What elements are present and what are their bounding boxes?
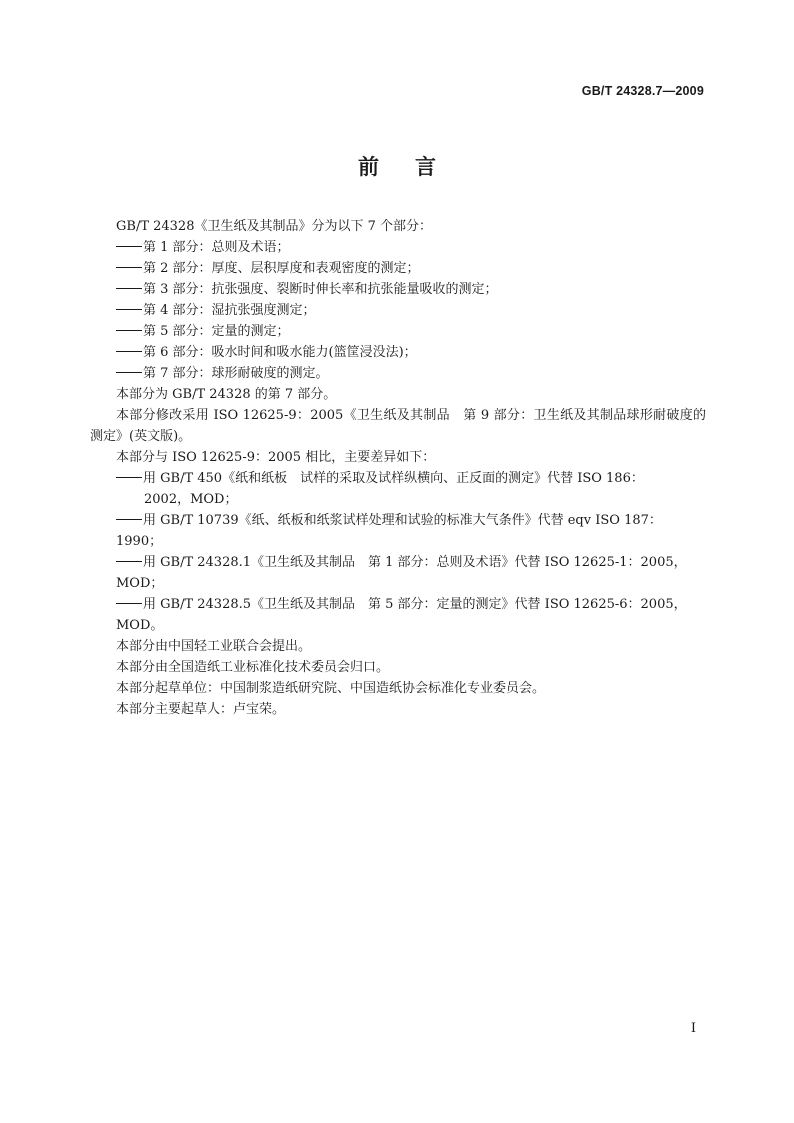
list-item: 第 6 部分：吸水时间和吸水能力(篮筐浸没法)；	[90, 342, 706, 363]
intro-paragraph: GB/T 24328《卫生纸及其制品》分为以下 7 个部分：	[116, 219, 433, 234]
proposed-by-paragraph: 本部分由中国轻工业联合会提出。	[116, 639, 312, 654]
page-title: 前言	[358, 155, 472, 179]
differences-intro: 本部分与 ISO 12625-9：2005 相比，主要差异如下：	[116, 450, 436, 465]
dash-mark	[116, 246, 142, 247]
adoption-paragraph: 本部分修改采用 ISO 12625-9：2005《卫生纸及其制品 第 9 部分：卫生纸及其制品球形耐破度的测定》(英文版)。	[90, 408, 706, 444]
dash-mark	[116, 561, 142, 562]
dash-mark	[116, 477, 142, 478]
dash-mark	[116, 288, 142, 289]
dash-mark	[116, 330, 142, 331]
drafters-paragraph: 本部分主要起草人：卢宝荣。	[116, 702, 286, 717]
list-item: 第 7 部分：球形耐破度的测定。	[90, 363, 706, 384]
list-item: 第 4 部分：湿抗张强度测定；	[90, 300, 706, 321]
dash-mark	[116, 309, 142, 310]
foreword-body	[90, 216, 706, 720]
standard-code: GB/T 24328.7—2009	[581, 84, 704, 98]
centralized-by-paragraph: 本部分由全国造纸工业标准化技术委员会归口。	[116, 660, 390, 675]
difference-item: 用 GB/T 24328.5《卫生纸及其制品 第 5 部分：定量的测定》代替 ISO 12625-6：2005，MOD。	[116, 597, 687, 633]
dash-mark	[116, 519, 142, 520]
difference-item: 用 GB/T 450《纸和纸板 试样的采取及试样纵横向、正反面的测定》代替 ISO 186： 2002，MOD；	[90, 468, 706, 510]
page-number: I	[690, 1021, 696, 1036]
this-part-paragraph: 本部分为 GB/T 24328 的第 7 部分。	[116, 387, 337, 402]
list-item: 第 1 部分：总则及术语；	[90, 237, 706, 258]
difference-item: 用 GB/T 10739《纸、纸板和纸浆试样处理和试验的标准大气条件》代替 eqv ISO 187：1990；	[116, 513, 662, 549]
dash-mark	[116, 267, 142, 268]
list-item: 第 5 部分：定量的测定；	[90, 321, 706, 342]
difference-item: 用 GB/T 24328.1《卫生纸及其制品 第 1 部分：总则及术语》代替 ISO 12625-1：2005，MOD；	[116, 555, 687, 591]
dash-mark	[116, 603, 142, 604]
list-item: 第 2 部分：厚度、层积厚度和表观密度的测定；	[90, 258, 706, 279]
list-item: 第 3 部分：抗张强度、裂断时伸长率和抗张能量吸收的测定；	[90, 279, 706, 300]
drafting-units-paragraph: 本部分起草单位：中国制浆造纸研究院、中国造纸协会标准化专业委员会。	[116, 681, 546, 696]
dash-mark	[116, 351, 142, 352]
dash-mark	[116, 372, 142, 373]
